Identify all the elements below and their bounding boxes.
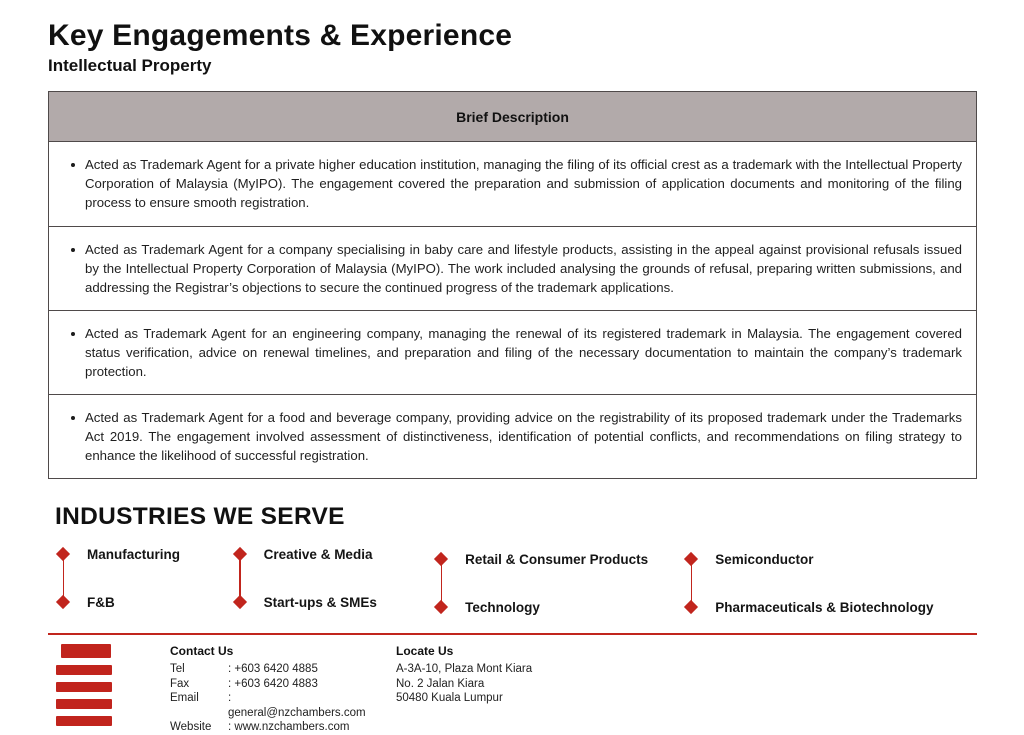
industry-item	[433, 598, 683, 616]
diamond-icon	[233, 547, 247, 561]
locate-us-heading: Locate Us	[396, 644, 454, 658]
diamond-icon	[434, 552, 448, 566]
engagement-description: Acted as Trademark Agent for a food and beverage company, providing advice on the registrability of its proposed trademark under the Trademarks Act 2019. The engagement involved assessment of distinctiveness, identification of potential conflicts, and recommendations on filing strategy to enhance the likelihood of successful registration.	[85, 410, 962, 463]
industry-item	[232, 545, 433, 563]
contact-row	[170, 720, 370, 735]
contact-value: : +603 6420 4883	[228, 677, 318, 690]
bullet-icon	[71, 163, 75, 167]
logo-bar	[56, 682, 112, 692]
engagement-description: Acted as Trademark Agent for a private higher education institution, managing the filing of its official crest as a trademark with the Intellectual Property Corporation of Malaysia (MyIPO). The engagement covered the preparation and submission of application documents and monitoring of the filing process to ensure smooth registration.	[85, 157, 962, 210]
diamond-icon	[56, 595, 70, 609]
contact-label: Email	[170, 692, 199, 704]
address-line: 50480 Kuala Lumpur	[396, 692, 503, 704]
bullet-icon	[71, 416, 75, 420]
bullet-icon	[71, 332, 75, 336]
industry-label: Manufacturing	[87, 546, 180, 562]
industry-item	[683, 598, 977, 616]
industry-item	[683, 550, 977, 568]
logo-bar	[56, 699, 112, 709]
industries-heading: INDUSTRIES WE SERVE	[55, 503, 345, 530]
industry-item	[232, 593, 433, 611]
content-area	[48, 0, 977, 735]
logo-bar	[56, 716, 112, 726]
industries-column	[683, 545, 977, 616]
page-title: Key Engagements & Experience	[48, 19, 513, 52]
industry-item	[55, 545, 232, 563]
table-row	[49, 142, 977, 227]
engagement-description: Acted as Trademark Agent for a company specialising in baby care and lifestyle products, assisting in the appeal against provisional refusals issued by the Intellectual Property Corporation of Malaysia (MyIPO). The work included analysing the grounds of refusal, preparing written submissions, and addressing the Registrar’s objections to secure the continued progress of the trademark applications.	[85, 242, 962, 295]
contact-row	[170, 691, 370, 720]
logo-bar	[61, 644, 111, 658]
industry-label: Retail & Consumer Products	[465, 551, 649, 567]
diamond-icon	[233, 595, 247, 609]
contact-row	[170, 677, 370, 692]
table-row	[49, 311, 977, 395]
contact-value: : +603 6420 4885	[228, 663, 318, 675]
table-row	[49, 227, 977, 311]
engagements-table	[48, 91, 977, 479]
diamond-icon	[684, 600, 698, 614]
industry-label: Semiconductor	[715, 551, 814, 567]
contact-label: Fax	[170, 677, 190, 690]
engagement-description: Acted as Trademark Agent for an engineering company, managing the renewal of its registered trademark in Malaysia. The engagement covered status verification, advice on renewal timelines, and preparation and filing of the necessary documentation to maintain the company’s trademark protection.	[85, 326, 962, 379]
footer	[48, 644, 977, 735]
address-line: No. 2 Jalan Kiara	[396, 677, 485, 690]
company-logo	[56, 644, 116, 735]
address-line: A-3A-10, Plaza Mont Kiara	[396, 663, 533, 675]
industry-label: Start-ups & SMEs	[263, 594, 377, 610]
industry-label: Technology	[465, 599, 540, 615]
logo-bar	[56, 665, 112, 675]
industry-item	[55, 593, 232, 611]
diamond-icon	[56, 547, 70, 561]
page-subtitle: Intellectual Property	[48, 56, 212, 75]
industry-label: Creative & Media	[263, 546, 373, 562]
diamond-icon	[434, 600, 448, 614]
industry-label: Pharmaceuticals & Biotechnology	[715, 599, 934, 615]
diamond-icon	[684, 552, 698, 566]
industries-grid	[55, 545, 977, 616]
industry-item	[433, 550, 683, 568]
bullet-icon	[71, 248, 75, 252]
contact-row	[170, 662, 370, 677]
contact-value: : www.nzchambers.com	[228, 721, 350, 733]
contact-us-block	[170, 644, 370, 735]
industries-column	[55, 545, 232, 616]
locate-us-block	[396, 644, 532, 735]
contact-label: Website	[170, 721, 212, 733]
contact-label: Tel	[170, 663, 185, 675]
industry-label: F&B	[87, 594, 115, 610]
table-row	[49, 395, 977, 479]
industries-column	[433, 545, 683, 616]
contact-value: : general@nzchambers.com	[228, 692, 366, 719]
table-header-row	[49, 92, 977, 142]
table-header-cell: Brief Description	[49, 92, 977, 142]
contact-us-heading: Contact Us	[170, 644, 234, 658]
footer-divider	[48, 633, 977, 635]
industries-column	[232, 545, 433, 616]
